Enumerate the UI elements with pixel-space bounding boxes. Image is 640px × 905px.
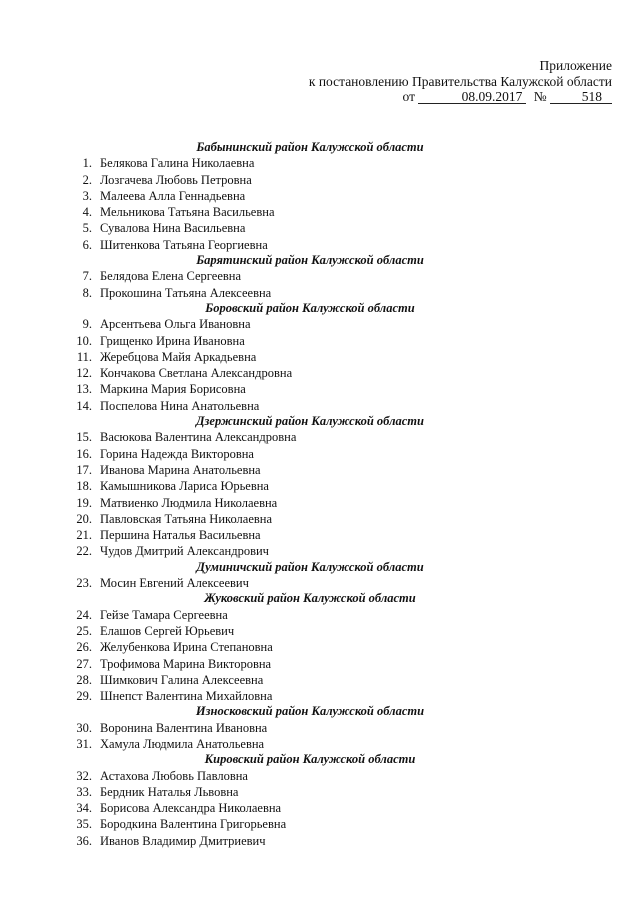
person-row <box>68 333 468 349</box>
person-number: 25. <box>76 623 92 638</box>
resolution-reference: к постановлению Правительства Калужской области <box>308 73 612 89</box>
person-row <box>68 511 468 527</box>
person-name: Елашов Сергей Юрьевич <box>100 623 235 638</box>
person-row <box>68 543 468 559</box>
person-number: 10. <box>76 333 92 348</box>
person-row <box>68 204 468 220</box>
person-row <box>68 672 468 688</box>
number-label: № <box>533 89 547 104</box>
district-heading: Износковский район Калужской области <box>195 704 425 719</box>
person-name: Желубенкова Ирина Степановна <box>100 640 273 655</box>
person-row <box>68 575 468 591</box>
district-heading: Жуковский район Калужской области <box>204 591 416 606</box>
person-row <box>68 768 468 784</box>
person-name: Астахова Любовь Павловна <box>100 768 248 783</box>
person-name: Прокошина Татьяна Алексеевна <box>100 285 272 300</box>
order-line <box>309 89 612 105</box>
person-row <box>68 688 468 704</box>
person-row <box>68 220 468 236</box>
person-row <box>68 381 468 397</box>
person-row <box>68 429 468 445</box>
person-row <box>68 268 468 284</box>
person-row <box>68 398 468 414</box>
person-name: Малеева Алла Геннадьевна <box>100 188 246 203</box>
district-heading: Барятинский район Калужской области <box>196 253 424 268</box>
person-row <box>68 784 468 800</box>
person-number: 23. <box>76 576 92 591</box>
person-name: Матвиенко Людмила Николаевна <box>100 495 278 510</box>
person-name: Гейзе Тамара Сергеевна <box>100 607 228 622</box>
person-number: 22. <box>76 544 92 559</box>
person-row <box>68 736 468 752</box>
document-header <box>309 58 612 105</box>
appendix-title: Приложение <box>539 58 612 73</box>
person-row <box>68 478 468 494</box>
person-number: 8. <box>82 285 92 300</box>
person-row <box>68 527 468 543</box>
district-heading: Думиничский район Калужской области <box>196 559 424 574</box>
person-name: Мельникова Татьяна Васильевна <box>100 205 275 220</box>
person-name: Жеребцова Майя Аркадьевна <box>100 349 257 364</box>
person-number: 36. <box>76 833 92 848</box>
from-label: от <box>402 89 415 104</box>
person-name: Горина Надежда Викторовна <box>100 446 254 461</box>
person-number: 2. <box>82 172 92 187</box>
person-number: 9. <box>82 317 92 332</box>
person-name: Маркина Мария Борисовна <box>100 382 246 397</box>
person-number: 32. <box>76 768 92 783</box>
person-number: 26. <box>76 640 92 655</box>
person-row <box>68 800 468 816</box>
person-number: 7. <box>82 269 92 284</box>
person-number: 27. <box>76 656 92 671</box>
district-heading: Боровский район Калужской области <box>205 300 415 315</box>
person-number: 24. <box>76 607 92 622</box>
person-number: 21. <box>76 528 92 543</box>
order-number: 518 <box>550 90 612 104</box>
person-row <box>68 237 468 253</box>
person-row <box>68 316 468 332</box>
person-row <box>68 816 468 832</box>
person-row <box>68 349 468 365</box>
person-number: 31. <box>76 736 92 751</box>
person-number: 13. <box>76 382 92 397</box>
person-row <box>68 656 468 672</box>
order-date: 08.09.2017 <box>418 90 526 104</box>
person-number: 30. <box>76 720 92 735</box>
district-list <box>68 140 468 849</box>
person-number: 16. <box>76 446 92 461</box>
person-row <box>68 462 468 478</box>
person-row <box>68 833 468 849</box>
district-heading: Бабынинский район Калужской области <box>196 140 424 154</box>
person-row <box>68 639 468 655</box>
person-number: 18. <box>76 479 92 494</box>
person-number: 4. <box>82 205 92 220</box>
person-row <box>68 720 468 736</box>
person-name: Мосин Евгений Алексеевич <box>100 576 249 591</box>
person-name: Хамула Людмила Анатольевна <box>100 736 265 751</box>
person-name: Иванова Марина Анатольевна <box>100 462 261 477</box>
person-name: Лозгачева Любовь Петровна <box>100 172 252 187</box>
person-name: Грищенко Ирина Ивановна <box>100 333 245 348</box>
person-name: Поспелова Нина Анатольевна <box>100 398 260 413</box>
person-number: 35. <box>76 817 92 832</box>
person-number: 14. <box>76 398 92 413</box>
person-name: Бородкина Валентина Григорьевна <box>100 817 287 832</box>
person-name: Арсентьева Ольга Ивановна <box>100 317 251 332</box>
person-number: 15. <box>76 430 92 445</box>
person-name: Чудов Дмитрий Александрович <box>100 544 269 559</box>
person-number: 1. <box>82 156 92 171</box>
person-name: Борисова Александра Николаевна <box>100 801 282 816</box>
person-name: Шитенкова Татьяна Георгиевна <box>100 237 268 252</box>
person-number: 29. <box>76 689 92 704</box>
person-number: 33. <box>76 784 92 799</box>
person-row <box>68 172 468 188</box>
person-row <box>68 446 468 462</box>
person-row <box>68 623 468 639</box>
district-heading: Кировский район Калужской области <box>204 752 416 767</box>
person-row <box>68 495 468 511</box>
person-number: 11. <box>76 349 92 364</box>
person-name: Трофимова Марина Викторовна <box>100 656 272 671</box>
person-name: Воронина Валентина Ивановна <box>100 720 268 735</box>
person-name: Шимкович Галина Алексеевна <box>100 672 264 687</box>
person-row <box>68 155 468 171</box>
district-heading: Дзержинский район Калужской области <box>196 414 424 429</box>
person-name: Камышникова Лариса Юрьевна <box>100 479 269 494</box>
person-name: Шнепст Валентина Михайловна <box>100 689 273 704</box>
person-name: Иванов Владимир Дмитриевич <box>100 833 266 848</box>
person-number: 6. <box>82 237 92 252</box>
person-row <box>68 365 468 381</box>
person-number: 19. <box>76 495 92 510</box>
person-number: 28. <box>76 672 92 687</box>
person-name: Бердник Наталья Львовна <box>100 784 239 799</box>
person-name: Павловская Татьяна Николаевна <box>100 511 273 526</box>
person-row <box>68 188 468 204</box>
person-number: 5. <box>82 221 92 236</box>
person-number: 20. <box>76 511 92 526</box>
person-row <box>68 607 468 623</box>
person-name: Белядова Елена Сергеевна <box>100 269 242 284</box>
person-number: 12. <box>76 366 92 381</box>
person-number: 34. <box>76 801 92 816</box>
person-number: 3. <box>82 188 92 203</box>
person-name: Першина Наталья Васильевна <box>100 528 261 543</box>
person-row <box>68 285 468 301</box>
person-name: Кончакова Светлана Александровна <box>100 366 293 381</box>
person-name: Сувалова Нина Васильевна <box>100 221 246 236</box>
person-name: Белякова Галина Николаевна <box>100 156 255 171</box>
person-name: Васюкова Валентина Александровна <box>100 430 297 445</box>
person-number: 17. <box>76 462 92 477</box>
